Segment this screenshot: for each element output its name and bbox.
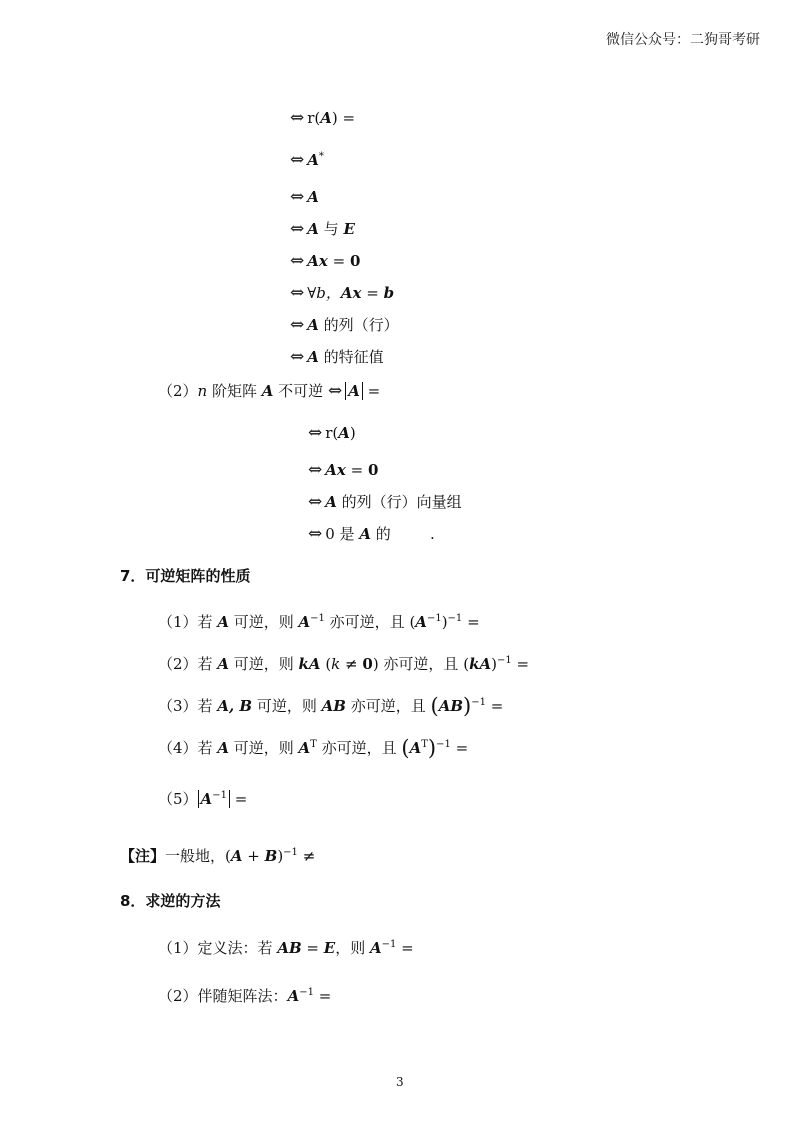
- zero-vector: 0: [349, 252, 361, 270]
- text: ): [277, 847, 284, 865]
- matrix-E: E: [323, 939, 336, 957]
- text: 亦可逆，且 (: [324, 613, 416, 631]
- text: 可逆，则: [228, 739, 299, 757]
- matrix-A: A: [298, 613, 311, 631]
- rank-fn: r(: [307, 109, 321, 127]
- equals-sign: =: [462, 613, 480, 631]
- text: 可逆，则: [252, 697, 322, 715]
- equiv-arrow: ⇔: [290, 251, 305, 271]
- equiv-arrow: ⇔: [290, 187, 305, 207]
- not-equal-sign: ≠: [297, 847, 316, 865]
- matrix-A: A: [359, 525, 371, 543]
- text: 一般地，(: [165, 847, 231, 865]
- transpose-exponent: T: [310, 739, 317, 750]
- adjoint-mark: *: [318, 151, 324, 162]
- text: 若: [197, 655, 218, 673]
- determinant: [345, 382, 363, 400]
- matrix-A: A: [287, 987, 300, 1005]
- text-yu: 与: [318, 220, 344, 238]
- equiv-arrow: ⇔: [308, 492, 323, 512]
- zero-text: 0 是: [325, 525, 360, 543]
- matrix-A: A: [325, 493, 337, 511]
- text: 阶矩阵: [207, 382, 262, 400]
- zero-vector: 0: [367, 461, 379, 479]
- text: ): [441, 613, 448, 631]
- inverse-exponent: −1: [496, 655, 512, 666]
- inverse-exponent: −1: [447, 613, 463, 624]
- text: 不可逆: [273, 382, 328, 400]
- item-label: （4）: [158, 739, 198, 757]
- equiv-eigen: [290, 347, 384, 367]
- matrix-A: A: [369, 939, 382, 957]
- text: 伴随矩阵法：: [197, 987, 288, 1005]
- item-label: （2）: [158, 655, 198, 673]
- determinant: [198, 790, 230, 808]
- matrix-A: A: [307, 151, 319, 169]
- equals-sign: =: [362, 382, 381, 400]
- property-4: [158, 738, 468, 758]
- item2-rank: [308, 423, 356, 443]
- equiv-arrow: ⇔: [290, 108, 305, 128]
- inverse-exponent: −1: [426, 613, 442, 624]
- text: 定义法：若: [197, 939, 278, 957]
- vectors-text: 的列（行）向量组: [336, 493, 462, 511]
- forall-b: ∀b，: [307, 284, 341, 302]
- method-2: [158, 986, 331, 1006]
- page-header: 微信公众号：二狗哥考研: [606, 32, 760, 48]
- method-1: [158, 938, 414, 958]
- matrix-E: E: [343, 220, 355, 238]
- text: 亦可逆，且: [316, 739, 402, 757]
- item-label: （1）: [158, 939, 198, 957]
- left-paren: (: [430, 694, 439, 718]
- property-3: [158, 696, 503, 716]
- text: 若: [197, 739, 218, 757]
- equiv-arrow: ⇔: [290, 150, 305, 170]
- page-number: 3: [396, 1075, 404, 1089]
- item-label: （1）: [158, 613, 198, 631]
- right-paren: ): [427, 736, 437, 760]
- equiv-arrow: ⇔: [308, 460, 323, 480]
- matrix-A: A: [307, 188, 319, 206]
- vector-Ax: Ax: [340, 284, 362, 302]
- right-paren: ): [463, 694, 472, 718]
- matrix-A: A: [298, 739, 311, 757]
- equals-sign: =: [301, 939, 324, 957]
- inverse-exponent: −1: [283, 847, 298, 858]
- item-label: （5）: [158, 790, 198, 808]
- equals-sign: =: [313, 987, 332, 1005]
- equiv-arrow: ⇔: [290, 347, 305, 367]
- inverse-exponent: −1: [212, 790, 227, 801]
- equiv-arrow: ⇔: [308, 423, 323, 443]
- matrix-A: A: [409, 739, 422, 757]
- note: [120, 846, 315, 866]
- inverse-exponent: −1: [436, 739, 451, 750]
- equals-sign: =: [361, 284, 384, 302]
- text: 若: [197, 613, 218, 631]
- inverse-exponent: −1: [310, 613, 325, 624]
- matrix-AB: AB: [438, 697, 464, 715]
- equals-sign: =: [450, 739, 469, 757]
- text-de: 的: [370, 525, 391, 543]
- inverse-exponent: −1: [299, 987, 314, 998]
- matrix-kA: kA: [469, 655, 492, 673]
- property-1: [158, 612, 480, 632]
- equiv-forall-b: [290, 283, 394, 303]
- property-5: [158, 789, 247, 809]
- equiv-adjoint: [290, 150, 324, 170]
- matrix-B: B: [264, 847, 278, 865]
- vector-Ax: Ax: [307, 252, 328, 270]
- matrices-A-B: A, B: [217, 697, 253, 715]
- text: 可逆，则: [228, 655, 299, 673]
- item2-zero-eigen: [308, 524, 391, 544]
- equals-sign: =: [229, 790, 248, 808]
- item-label: （2）: [158, 382, 198, 400]
- matrix-A: A: [307, 348, 319, 366]
- var-n: n: [197, 382, 208, 400]
- matrix-A: A: [230, 847, 243, 865]
- equiv-A: [290, 187, 319, 207]
- property-2: [158, 654, 529, 674]
- rank-fn: r(: [325, 424, 339, 442]
- transpose-exponent: T: [421, 739, 428, 750]
- equals-sign: =: [511, 655, 530, 673]
- item2-statement: [158, 381, 380, 401]
- matrix-kA: kA: [298, 655, 321, 673]
- item-label: （3）: [158, 697, 198, 715]
- rank-close: ): [349, 424, 356, 442]
- text: ≠: [340, 655, 363, 673]
- equals-sign: =: [486, 697, 504, 715]
- columns-text: 的列（行）: [318, 316, 399, 334]
- item-label: （2）: [158, 987, 198, 1005]
- note-label: 【注】: [120, 847, 166, 865]
- matrix-A: A: [307, 220, 319, 238]
- equiv-arrow: ⇔: [290, 315, 305, 335]
- equals-sign: =: [345, 461, 368, 479]
- trailing-period: .: [430, 525, 435, 543]
- matrix-A: A: [200, 790, 213, 808]
- text: ，则: [335, 939, 370, 957]
- item2-Ax0: [308, 460, 378, 480]
- matrix-A: A: [217, 613, 229, 631]
- text: (: [320, 655, 332, 673]
- var-k: k: [331, 655, 341, 673]
- zero: 0: [362, 655, 373, 673]
- eigen-text: 的特征值: [318, 348, 384, 366]
- plus-sign: +: [242, 847, 265, 865]
- text: 亦可逆，且: [345, 697, 431, 715]
- equiv-arrow: ⇔: [290, 283, 305, 303]
- equals-sign: =: [396, 939, 414, 957]
- matrix-A: A: [217, 655, 229, 673]
- equiv-Ax0: [290, 251, 360, 271]
- equiv-A-E: [290, 219, 355, 239]
- rank-close: ) =: [331, 109, 356, 127]
- text: ) 亦可逆，且 (: [372, 655, 470, 673]
- item2-vectors: [308, 492, 462, 512]
- text: 若: [197, 697, 218, 715]
- vector-Ax: Ax: [325, 461, 346, 479]
- text: ): [491, 655, 497, 673]
- matrix-A: A: [217, 739, 229, 757]
- equiv-arrow: ⇔: [308, 524, 323, 544]
- equiv-arrow: ⇔: [327, 381, 343, 401]
- matrix-A: A: [348, 382, 360, 400]
- vector-b: b: [383, 284, 395, 302]
- matrix-AB: AB: [277, 939, 302, 957]
- equiv-arrow: ⇔: [290, 219, 305, 239]
- matrix-A: A: [415, 613, 427, 631]
- section-7-title: 7．可逆矩阵的性质: [120, 567, 251, 585]
- equals-sign: =: [327, 252, 350, 270]
- matrix-A: A: [320, 109, 332, 127]
- left-paren: (: [401, 736, 410, 760]
- matrix-A: A: [261, 382, 274, 400]
- matrix-AB: AB: [321, 697, 346, 715]
- matrix-A: A: [307, 316, 319, 334]
- equiv-rank: [290, 108, 355, 128]
- text: 可逆，则: [228, 613, 299, 631]
- inverse-exponent: −1: [381, 939, 397, 950]
- inverse-exponent: −1: [471, 697, 486, 708]
- section-8-title: 8．求逆的方法: [120, 892, 221, 910]
- equiv-columns: [290, 315, 399, 335]
- matrix-A: A: [338, 424, 350, 442]
